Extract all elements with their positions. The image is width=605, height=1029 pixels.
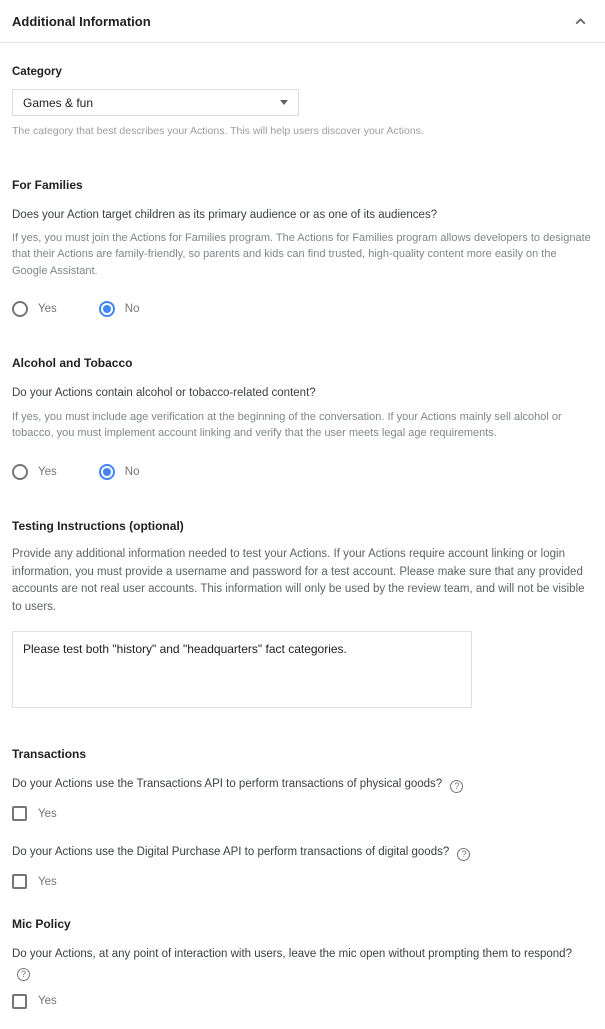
- category-select[interactable]: [12, 89, 299, 116]
- category-select-value: Games & fun: [23, 95, 94, 110]
- help-icon[interactable]: ?: [457, 848, 470, 861]
- radio-label: Yes: [38, 465, 57, 478]
- checkbox-icon: [12, 994, 27, 1009]
- checkbox-icon: [12, 874, 27, 889]
- transactions-title: Transactions: [12, 746, 87, 761]
- testing-instructions-title: Testing Instructions (optional): [12, 518, 184, 533]
- question-text: Do your Actions use the Digital Purchase API to perform transactions of digital goods?: [12, 846, 450, 859]
- alcohol-tobacco-helper: If yes, you must include age verification at the beginning of the conversation. If your Actions mainly sell alcohol or tobacco, you must implement account linking and verify that the user meets legal age requirements.: [12, 410, 562, 440]
- checkbox-label: Yes: [38, 807, 57, 820]
- radio-icon: [12, 464, 28, 480]
- transactions-digital-checkbox-row[interactable]: [12, 874, 593, 889]
- category-helper: The category that best describes your Actions. This will help users discover your Actions.: [12, 125, 424, 137]
- question-text: Do your Actions use the Transactions API to perform transactions of physical goods?: [12, 777, 443, 790]
- checkbox-label: Yes: [38, 875, 57, 888]
- mic-policy-checkbox-row[interactable]: [12, 994, 593, 1009]
- panel-header: [0, 0, 605, 42]
- alcohol-tobacco-radio-group: [12, 464, 593, 480]
- radio-icon: [99, 464, 115, 480]
- help-icon[interactable]: ?: [450, 780, 463, 793]
- for-families-title: For Families: [12, 177, 83, 192]
- radio-label: Yes: [38, 303, 57, 316]
- checkbox-icon: [12, 806, 27, 821]
- testing-instructions-input[interactable]: [12, 631, 472, 708]
- testing-instructions-description: Provide any additional information needed to test your Actions. If your Actions require account linking or login information, you must provide a username and password for a test account. Please make sure that any provided accounts are not real user accounts. This information will only be used by the review team, and will not be visible to users.: [12, 547, 585, 614]
- for-families-radio-group: [12, 301, 593, 317]
- alcohol-tobacco-radio-no[interactable]: [99, 464, 140, 480]
- panel-content: [0, 66, 605, 1029]
- transactions-physical-question: [12, 776, 593, 793]
- alcohol-tobacco-title: Alcohol and Tobacco: [12, 356, 133, 371]
- for-families-radio-no[interactable]: [99, 301, 140, 317]
- checkbox-label: Yes: [38, 995, 57, 1008]
- help-icon[interactable]: ?: [17, 968, 30, 981]
- transactions-digital-question: [12, 844, 593, 861]
- dropdown-caret-icon: [280, 100, 288, 105]
- question-text: Do your Actions, at any point of interaction with users, leave the mic open without prompting them to respond?: [12, 948, 572, 961]
- panel-title: Additional Information: [12, 14, 151, 29]
- radio-icon: [12, 301, 28, 317]
- mic-policy-question: [12, 946, 593, 981]
- collapse-section-button[interactable]: [572, 13, 589, 30]
- chevron-up-icon: [574, 16, 587, 31]
- mic-policy-title: Mic Policy: [12, 917, 71, 932]
- for-families-helper: If yes, you must join the Actions for Families program. The Actions for Families program allows developers to designate that their Actions are family-friendly, so parents and kids can find trusted, high-quality content more easily on the Google Assistant.: [12, 231, 591, 277]
- alcohol-tobacco-radio-yes[interactable]: [12, 464, 57, 480]
- transactions-physical-checkbox-row[interactable]: [12, 806, 593, 821]
- radio-label: No: [124, 465, 140, 478]
- header-divider: [0, 42, 605, 43]
- radio-icon: [99, 301, 115, 317]
- alcohol-tobacco-question: Do your Actions contain alcohol or tobacco-related content?: [12, 387, 316, 400]
- for-families-question: Does your Action target children as its primary audience or as one of its audiences?: [12, 208, 438, 221]
- radio-label: No: [124, 303, 140, 316]
- category-label: Category: [12, 66, 62, 78]
- for-families-radio-yes[interactable]: [12, 301, 57, 317]
